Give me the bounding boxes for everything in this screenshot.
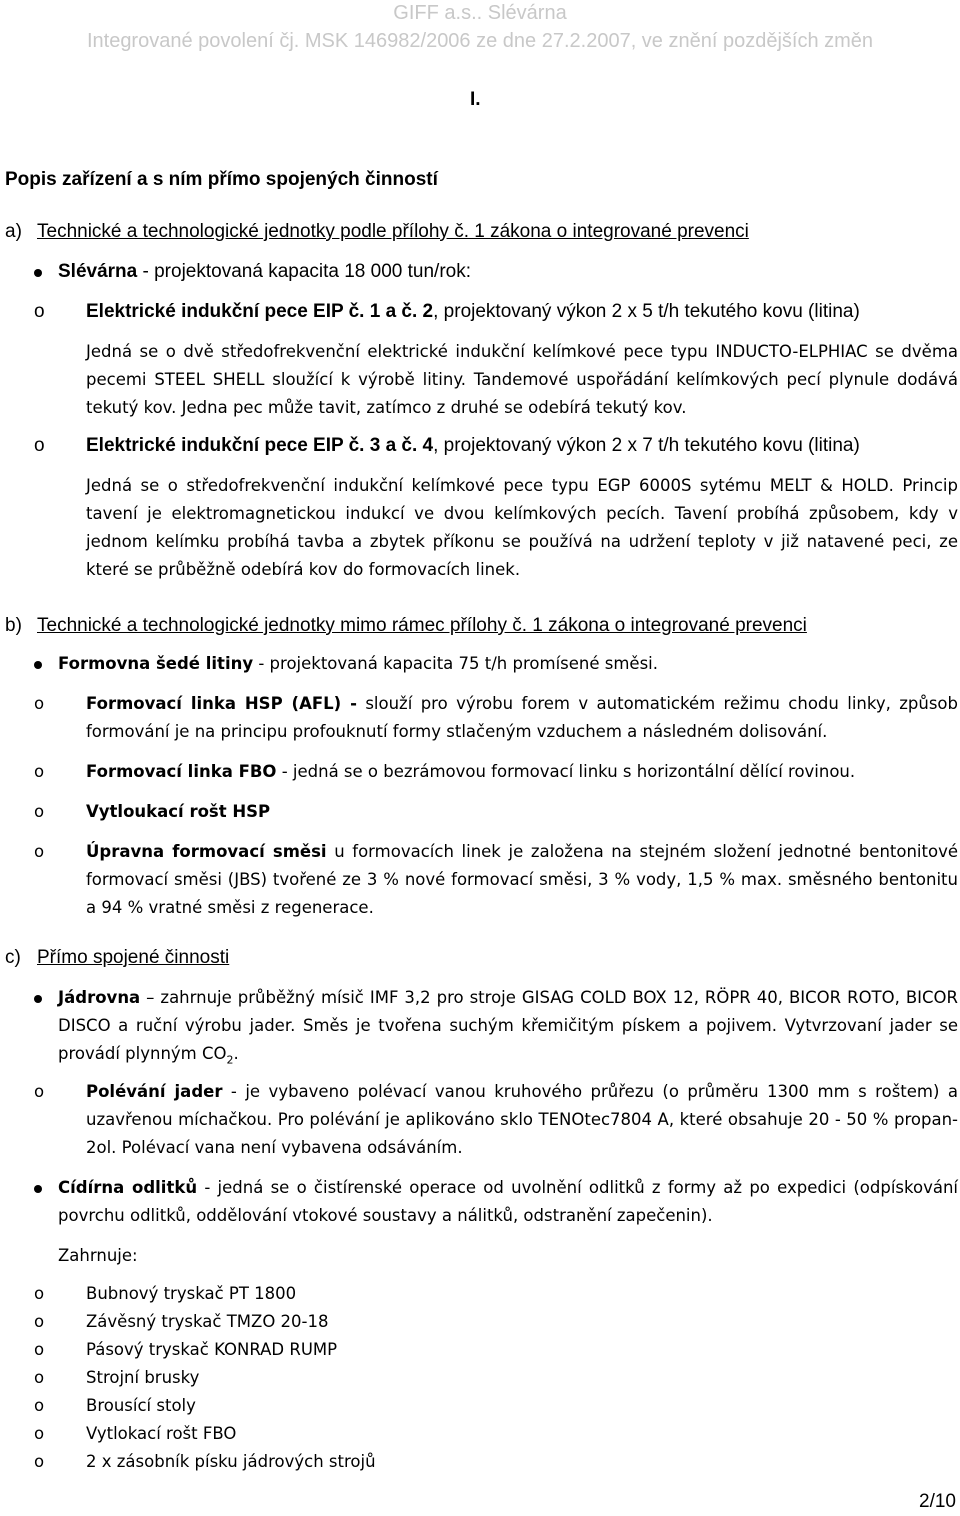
sub-fbo: [34, 758, 958, 786]
bullet-formovna: [34, 650, 958, 678]
polevani-rest: - je vybaveno polévací vanou kruhového průřezu (o průměru 1300 mm s roštem) a uzavřenou míchačkou. Pro polévání je aplikováno sklo TENOtec7804 A, které obsahuje 20 - 50 % propan-2ol. Polévací vana není vybavena odsáváním.: [86, 1082, 958, 1157]
section-c-label: c): [5, 947, 21, 968]
list-item-text: Pásový tryskač KONRAD RUMP: [86, 1340, 338, 1359]
jadrovna-bold: Jádrovna: [58, 988, 141, 1007]
list-item: [34, 1280, 634, 1308]
bullet-dot: [34, 995, 42, 1003]
jadrovna-rest: – zahrnuje průběžný mísič IMF 3,2 pro stroje GISAG COLD BOX 12, RÖPR 40, BICOR ROTO, BICOR DISCO a ruční výrobu jader. Směs je tvořena suchým křemičitým pískem a pojivem. Vytvrzovaní jader se provádí plynným CO: [58, 988, 958, 1063]
cidirna-rest: - jedná se o čistírenské operace od uvolnění odlitků z formy až po expedici (odpískování povrchu odlitků, oddělování vtokové soustavy a nálitků, odstranění zapečenin).: [58, 1178, 959, 1225]
formovna-bold: Formovna šedé litiny: [58, 654, 254, 673]
sub-rost: [34, 798, 958, 826]
list-item: [34, 1448, 634, 1476]
section-a-label: a): [5, 221, 22, 242]
sub-marker: o: [34, 842, 45, 861]
header-permit: Integrované povolení čj. MSK 146982/2006 ze dne 27.2.2007, ve znění pozdějších změn: [86, 30, 874, 52]
list-item: [34, 1308, 634, 1336]
eip1-bold: Elektrické indukční pece EIP č. 1 a č. 2: [86, 301, 434, 322]
cidirna-bold: Cídírna odlitků: [58, 1178, 198, 1197]
equipment-list: [34, 1280, 634, 1476]
zahrnuje-label: Zahrnuje:: [58, 1246, 138, 1265]
section-c-text: Přímo spojené činnosti: [37, 947, 230, 968]
rost-bold: Vytloukací rošt HSP: [86, 802, 271, 821]
bullet-cidirna: [34, 1174, 958, 1230]
slevarna-bold: Slévárna: [58, 261, 138, 282]
section-c-heading: [5, 944, 229, 972]
sub-marker: o: [34, 694, 45, 713]
sub-marker: o: [34, 1312, 45, 1331]
sub-hsp: [34, 690, 958, 746]
sub-marker: o: [34, 1368, 45, 1387]
eip2-rest: , projektovaný výkon 2 x 7 t/h tekutého kovu (litina): [433, 435, 860, 456]
sub-marker: o: [34, 301, 45, 322]
sub-marker: o: [34, 1340, 45, 1359]
upravna-rest: u formovacích linek je založena na stejném složení jednotné bentonitové formovací směsi (JBS) tvořené ze 3 % nové formovací směsi, 3 % vody, 1,5 % max. směsného bentonitu a 94 % vratné směsi z regenerace.: [86, 842, 959, 917]
list-item-text: Strojní brusky: [86, 1368, 200, 1387]
jadrovna-end: .: [233, 1044, 239, 1063]
sub-marker: o: [34, 1396, 45, 1415]
sub-marker: o: [34, 802, 45, 821]
hsp-rest: slouží pro výrobu forem v automatickém režimu chodu linky, způsob formování je na principu profouknutí formy stlačeným vzduchem a následném dolisování.: [86, 694, 958, 741]
section-a-text: Technické a technologické jednotky podle přílohy č. 1 zákona o integrované prevenci: [37, 221, 749, 242]
chapter-number: I.: [470, 89, 481, 110]
eip2-description: Jedná se o středofrekvenční indukční kelímkové pece typu EGP 6000S sytému MELT & HOLD. Princip tavení je elektromagnetickou indukcí ve dvou kelímkových pecích. Tavení probíhá způsobem, kdy v jednom kelímku probíhá tavba a zbytek příkonu se používá na udržení teploty v již natavené peci, ze které se průběžně odebírá kov do formovacích linek.: [86, 476, 958, 579]
list-item-text: Bubnový tryskač PT 1800: [86, 1284, 297, 1303]
list-item-text: 2 x zásobník písku jádrových strojů: [86, 1452, 376, 1471]
eip1-rest: , projektovaný výkon 2 x 5 t/h tekutého kovu (litina): [433, 301, 860, 322]
section-a-heading: [5, 218, 749, 246]
sub-polevani: [34, 1078, 958, 1162]
bullet-dot: [34, 661, 42, 669]
sub-marker: o: [34, 1452, 45, 1471]
bullet-jadrovna: [34, 984, 958, 1068]
bullet-slevarna: [34, 258, 958, 286]
list-item: [34, 1336, 634, 1364]
list-item-text: Brousící stoly: [86, 1396, 196, 1415]
sub-upravna: [34, 838, 958, 922]
sub-marker: o: [34, 1284, 45, 1303]
sub-marker: o: [34, 435, 45, 456]
list-item: [34, 1420, 634, 1448]
list-item-text: Závěsný tryskač TMZO 20-18: [86, 1312, 329, 1331]
list-item: [34, 1364, 634, 1392]
bullet-dot: [34, 1185, 42, 1193]
co2-subscript: 2: [226, 1053, 234, 1067]
section-b-heading: [5, 612, 807, 640]
hsp-bold: Formovací linka HSP (AFL) -: [86, 694, 357, 713]
upravna-bold: Úpravna formovací směsi: [86, 842, 327, 861]
sub-marker: o: [34, 1424, 45, 1443]
polevani-bold: Polévání jader: [86, 1082, 223, 1101]
section-b-text: Technické a technologické jednotky mimo rámec přílohy č. 1 zákona o integrované prevenci: [37, 615, 807, 636]
section-title: Popis zařízení a s ním přímo spojených činností: [5, 169, 438, 190]
bullet-dot: [34, 269, 42, 277]
sub-marker: o: [34, 1082, 45, 1101]
sub-marker: o: [34, 762, 45, 781]
eip2-bold: Elektrické indukční pece EIP č. 3 a č. 4: [86, 435, 434, 456]
eip1-description: Jedná se o dvě středofrekvenční elektrické indukční kelímkové pece typu INDUCTO-ELPHIAC se dvěma pecemi STEEL SHELL sloužící k výrobě litiny. Tandemové uspořádání kelímkových pecí plynule dodává tekutý kov. Jedna pec může tavit, zatímco z druhé se odebírá tekutý kov.: [86, 342, 958, 417]
formovna-rest: - projektovaná kapacita 75 t/h promísené směsi.: [253, 654, 658, 673]
list-item: [34, 1392, 634, 1420]
list-item-text: Vytlokací rošt FBO: [86, 1424, 237, 1443]
fbo-rest: - jedná se o bezrámovou formovací linku s horizontální dělící rovinou.: [276, 762, 856, 781]
slevarna-rest: - projektovaná kapacita 18 000 tun/rok:: [137, 261, 471, 282]
sub-eip1: [34, 298, 958, 326]
page-number: 2/10: [919, 1491, 956, 1512]
sub-eip2: [34, 432, 958, 460]
section-b-label: b): [5, 615, 22, 636]
fbo-bold: Formovací linka FBO: [86, 762, 277, 781]
header-company: GIFF a.s.. Slévárna: [393, 2, 567, 24]
